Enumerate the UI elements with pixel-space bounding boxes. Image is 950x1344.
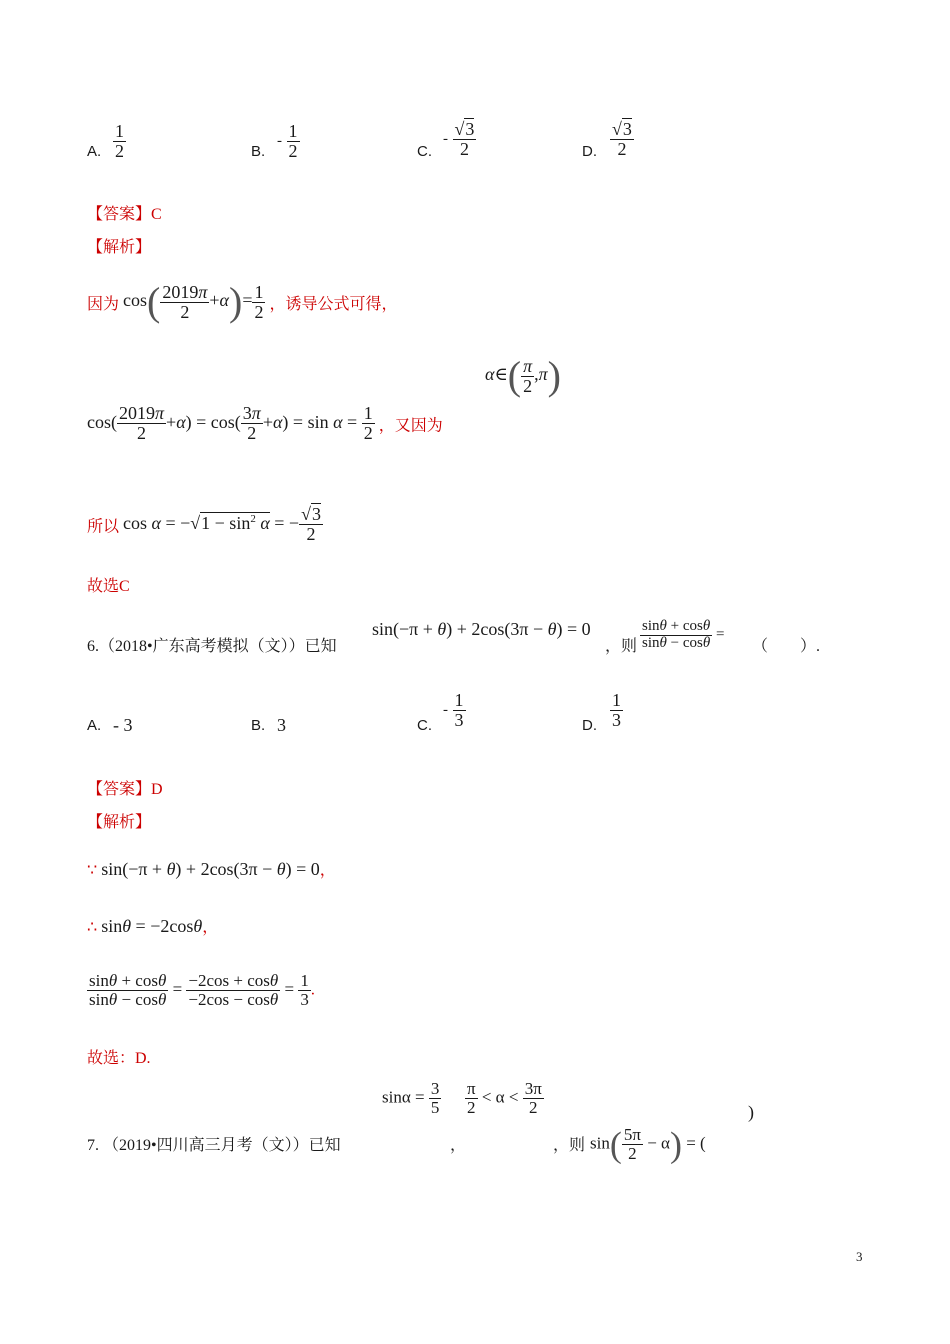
q5-option-d-value: $\frac{√3}{2}$ — [612, 119, 632, 159]
q6-option-d-label: D. — [582, 717, 597, 734]
q5-solution-line3: 所以 $\cos \alpha = -√1 - \sin^2 \alpha$ = − $\frac{√3}{2}$ — [87, 504, 321, 544]
q6-step-3: $\frac{\sin\theta + \cos\theta}{\sin\theta - \cos\theta}$ = $\frac{-2\cos + \cos\theta}{-2\cos - \cos\theta}$ = $\frac{1}{3}$ . — [89, 971, 315, 1009]
q7-right-paren: ) — [748, 1102, 754, 1122]
q7-alpha-range: $\frac{\pi}{2}$ < α < $\frac{3\pi}{2}$ — [467, 1079, 542, 1117]
q6-conclusion: 故选：D. — [87, 1050, 151, 1067]
q6-option-d-value: $\frac{1}{3}$ — [612, 690, 621, 730]
q5-conclusion: 故选C — [87, 578, 130, 595]
q5-option-b-value: - $\frac{1}{2}$ — [277, 121, 298, 161]
q5-option-a-value: $\frac{1}{2}$ — [115, 121, 124, 161]
q5-answer: 【答案】C — [87, 206, 162, 223]
q5-option-a-label: A. — [87, 143, 102, 160]
q6-then: ，则 — [605, 638, 638, 655]
page-number: 3 — [856, 1249, 863, 1264]
q6-blank: （ ）. — [752, 638, 821, 655]
q6-option-c-label: C. — [417, 717, 432, 734]
q5-analysis-tag: 【解析】 — [87, 239, 152, 256]
q5-equation-1: cos( $\frac{2019\pi}{2}$ +α)= $\frac{1}{2}$ — [123, 279, 264, 324]
q6-stem: 6.（2018•广东高考模拟（文））已知 — [87, 638, 337, 655]
q6-answer: 【答案】D — [87, 781, 163, 798]
q5-equation-2: cos( $\frac{2019\pi}{2}$ +α) = cos( $\frac{3\pi}{2}$ +α) = sin α = $\frac{1}{2}$ — [87, 403, 373, 443]
q6-target-expression: $\frac{\sin\theta + \cos\theta}{\sin\theta - \cos\theta}$ = — [642, 618, 725, 651]
q6-option-a-label: A. — [87, 717, 102, 734]
q5-option-c-value: - $\frac{√3}{2}$ — [443, 119, 475, 159]
q5-option-c-label: C. — [417, 143, 432, 160]
q6-step-1: ∵ sin(−π + θ) + 2cos(3π − θ) = 0， — [87, 859, 336, 879]
q7-target-expression: sin( $\frac{5\pi}{2}$ − α) = ( — [590, 1124, 706, 1165]
q6-option-a-value: - 3 — [113, 715, 133, 735]
q7-given-sin: sinα = $\frac{3}{5}$ — [382, 1079, 440, 1117]
q5-option-d-label: D. — [582, 143, 597, 160]
q6-condition: sin(−π + θ) + 2cos(3π − θ) = 0 — [372, 619, 591, 639]
q5-equation-3: $\cos \alpha = -√1 - \sin^2 \alpha$ = − $\frac{√3}{2}$ — [123, 504, 321, 544]
q5-solution-line2: cos( $\frac{2019\pi}{2}$ +α) = cos( $\frac{3\pi}{2}$ +α) = sin α = $\frac{1}{2}$ ，又因为 — [87, 403, 443, 443]
q6-option-b-label: B. — [251, 717, 266, 734]
q5-option-b-label: B. — [251, 143, 266, 160]
q6-step-2: ∴ sinθ = −2cosθ， — [87, 916, 219, 936]
q7-comma: ， — [450, 1137, 467, 1154]
q5-solution-line1: 因为 cos( $\frac{2019\pi}{2}$ +α)= $\frac{1}{2}$ ，诱导公式可得， — [87, 279, 398, 324]
q6-option-c-value: - $\frac{1}{3}$ — [443, 690, 464, 730]
q7-stem: 7. （2019•四川高三月考（文））已知 — [87, 1137, 341, 1154]
q6-option-b-value: 3 — [277, 715, 286, 735]
q7-then: ，则 — [553, 1137, 586, 1154]
q5-alpha-range: α∈( $\frac{\pi}{2}$ ,π) — [485, 353, 561, 398]
q6-analysis-tag: 【解析】 — [87, 814, 152, 831]
